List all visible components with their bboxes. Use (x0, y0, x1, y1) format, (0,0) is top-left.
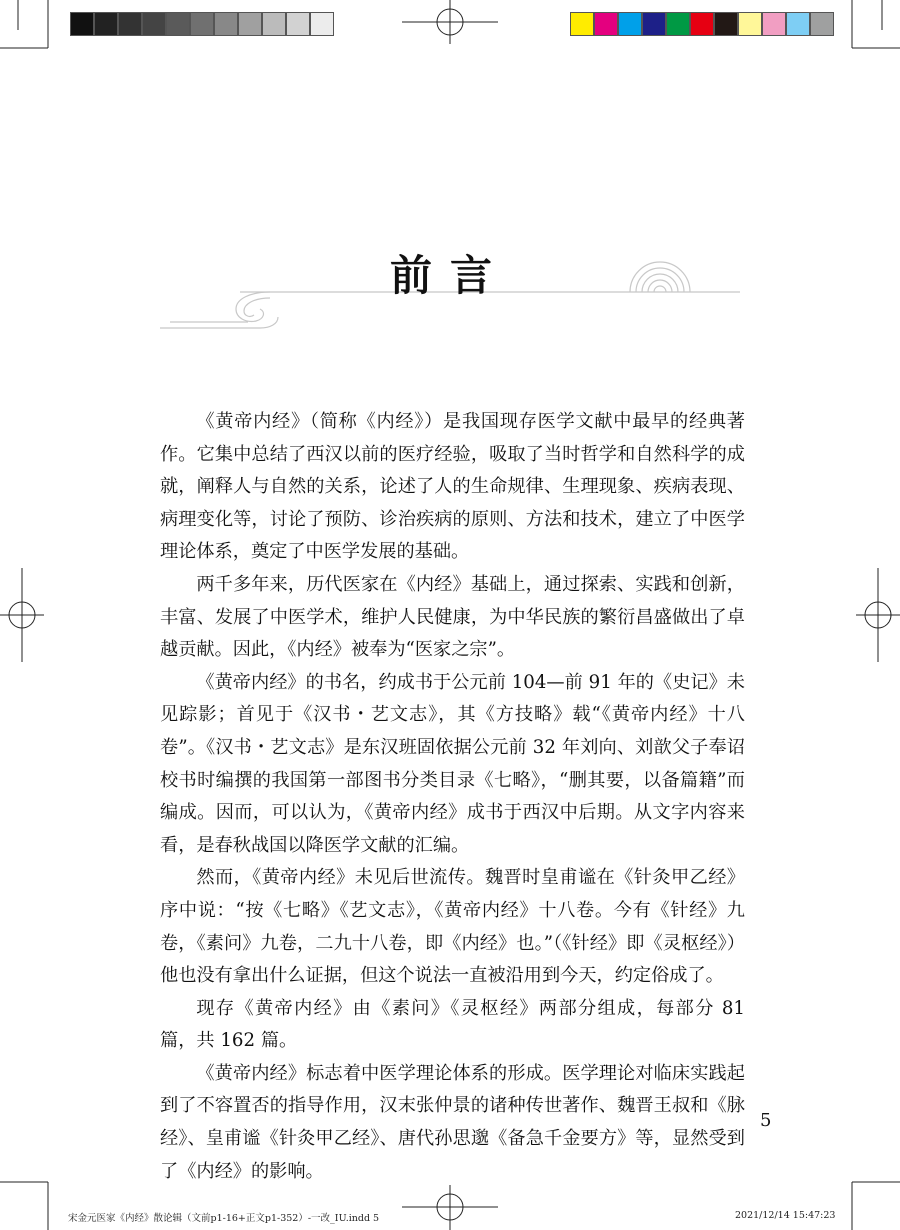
footer-timestamp: 2021/12/14 15:47:23 (735, 1210, 836, 1221)
paragraph: 《黄帝内经》标志着中医学理论体系的形成。医学理论对临床实践起到了不容置否的指导作用，汉末张仲景的诸种传世著作、魏晋王叔和《脉经》、皇甫谧《针灸甲乙经》、唐代孙思邈《备急千金要方》等，显然受到了《内经》的影响。 (160, 1062, 745, 1182)
page-title: 前言 (389, 251, 510, 300)
paragraph: 然而，《黄帝内经》未见后世流传。魏晋时皇甫谧在《针灸甲乙经》序中说：“按《七略》《艺文志》，《黄帝内经》十八卷。今有《针经》九卷，《素问》九卷，二九十八卷，即《内经》也。”（《针经》即《灵枢经》）他也没有拿出什么证据，但这个说法一直被沿用到今天，约定俗成了。 (160, 867, 745, 987)
paragraph: 《黄帝内经》（简称《内经》）是我国现存医学文献中最早的经典著作。它集中总结了西汉以前的医疗经验，吸取了当时哲学和自然科学的成就，阐释人与自然的关系，论述了人的生命规律、生理现象、疾病表现、病理变化等，讨论了预防、诊治疾病的原则、方法和技术，建立了中医学理论体系，奠定了中医学发展的基础。 (160, 411, 745, 563)
paragraph: 现存《黄帝内经》由《素问》《灵枢经》两部分组成，每部分 81 篇，共 162 篇。 (160, 997, 745, 1052)
preface-body (160, 406, 745, 1188)
footer-file-info: 宋金元医家《内经》散论辑（文前p1-16+正文p1-352）-一改_IU.indd 5 (68, 1213, 380, 1224)
paragraph: 两千多年来，历代医家在《内经》基础上，通过探索、实践和创新，丰富、发展了中医学术，维护人民健康，为中华民族的繁衍昌盛做出了卓越贡献。因此，《内经》被奉为“医家之宗”。 (160, 573, 745, 661)
paragraph: 《黄帝内经》的书名，约成书于公元前 104—前 91 年的《史记》未见踪影；首见于《汉书・艺文志》，其《方技略》载“《黄帝内经》十八卷”。《汉书・艺文志》是东汉班固依据公元前 32 年刘向、刘歆父子奉诏校书时编撰的我国第一部图书分类目录《七略》，“删其要，以备篇籍”而编成。因而，可以认为，《黄帝内经》成书于西汉中后期。从文字内容来看，是春秋战国以降医学文献的汇编。 (160, 671, 745, 856)
page-number: 5 (760, 1110, 772, 1131)
